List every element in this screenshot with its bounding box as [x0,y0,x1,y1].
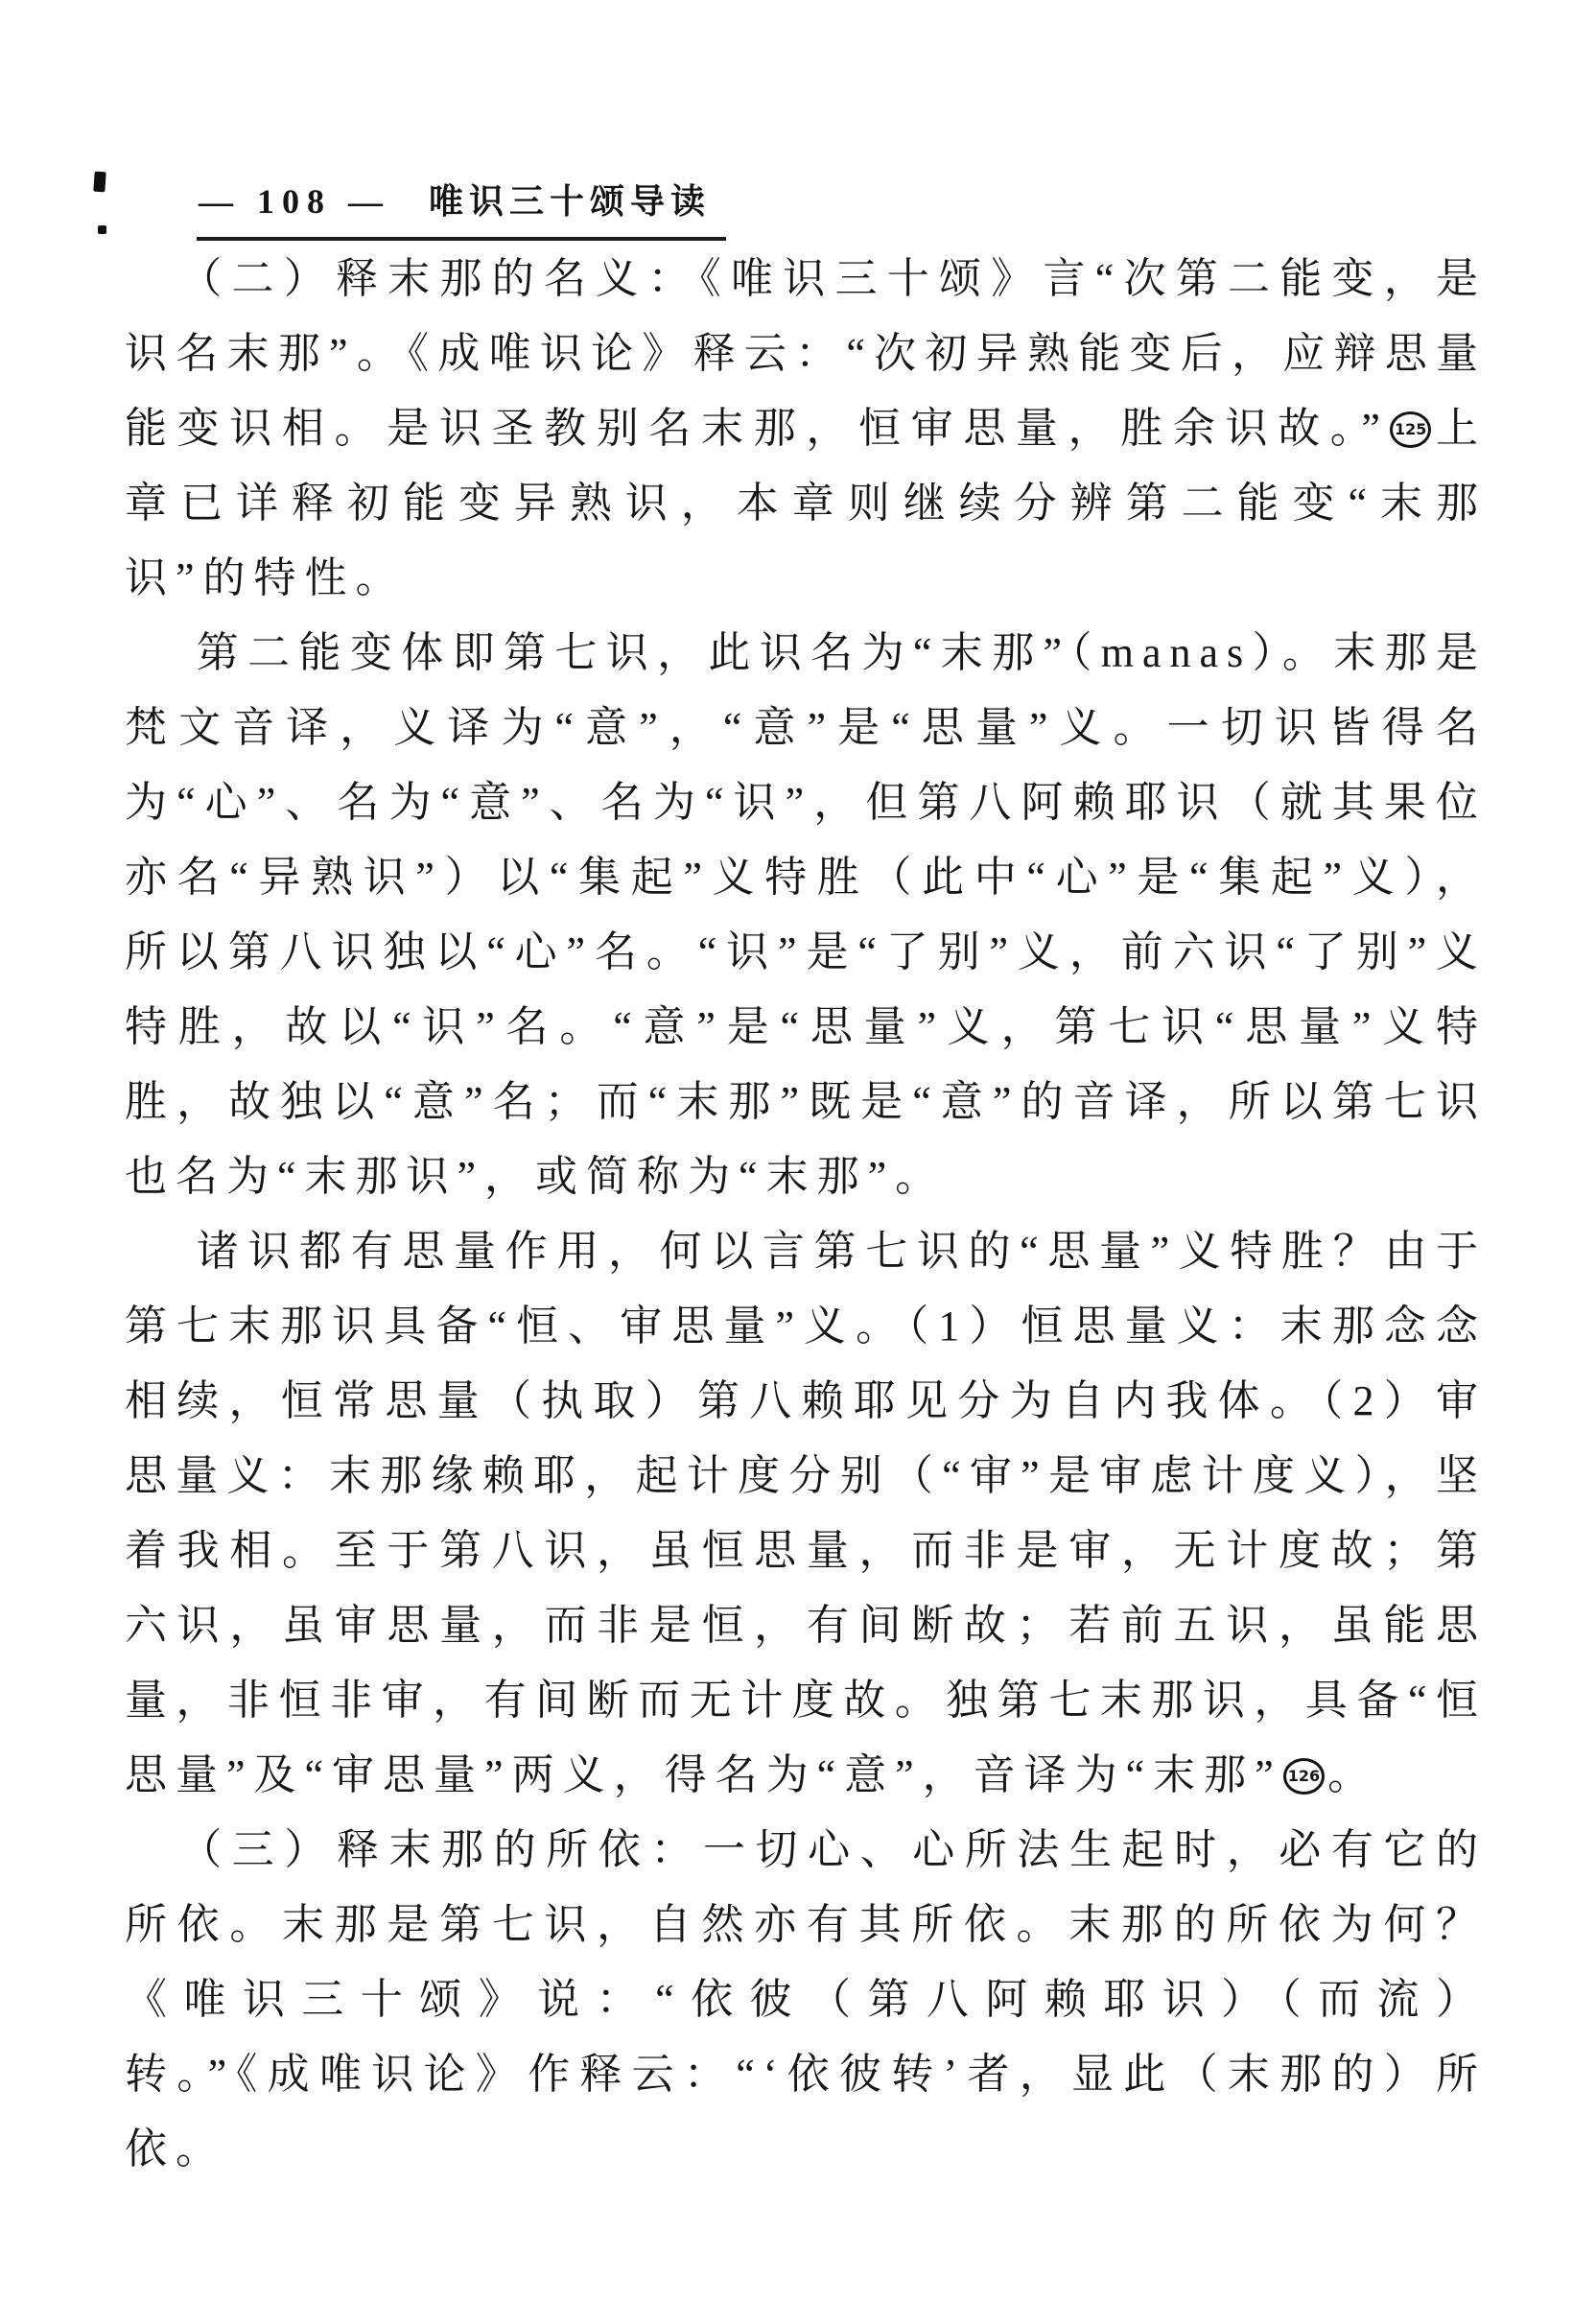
scan-speck [93,172,106,193]
paragraph-4-text: （三）释末那的所依：一切心、心所法生起时，必有它的所依。末那是第七识，自然亦有其所依。末那的所依为何？《唯识三十颂》说：“依彼（第八阿赖耶识）（而流）转。”《成唯识论》作释云：“‘依彼转’者，显此（末那的）所依。 [125,1826,1487,2172]
paragraph-1-continuation: 上章已详释初能变异熟识，本章则继续分辨第二能变“末那识”的特性。 [125,405,1488,601]
paragraph-3-continuation: 。 [1327,1751,1379,1798]
page-header [197,175,726,241]
paragraph-3-text: 诸识都有思量作用，何以言第七识的“思量”义特胜？由于第七末那识具备“恒、审思量”义。（1）恒思量义：末那念念相续，恒常思量（执取）第八赖耶见分为自内我体。（2）审思量义：末那缘赖耶，起计度分别（“审”是审虑计度义），坚着我相。至于第八识，虽恒思量，而非是审，无计度故；第六识，虽审思量，而非是恒，有间断故；若前五识，虽能思量，非恒非审，有间断而无计度故。独第七末那识，具备“恒思量”及“审思量”两义，得名为“意”，音译为“末那” [125,1228,1487,1798]
paragraph-1-text: （二）释末那的名义：《唯识三十颂》言“次第二能变，是识名末那”。《成唯识论》释云：“次初异熟能变后，应辩思量能变识相。是识圣教别名末那，恒审思量，胜余识故。” [125,255,1487,452]
paragraph-4 [125,1813,1487,2187]
paragraph-2-text: 第二能变体即第七识，此识名为“末那”（manas）。末那是梵文音译，义译为“意”，“意”是“思量”义。一切识皆得名为“心”、名为“意”、名为“识”，但第八阿赖耶识（就其果位亦名“异熟识”）以“集起”义特胜（此中“心”是“集起”义），所以第八识独以“心”名。“识”是“了别”义，前六识“了别”义特胜，故以“识”名。“意”是“思量”义，第七识“思量”义特胜，故独以“意”名；而“末那”既是“意”的音译，所以第七识也名为“末那识”，或简称为“末那”。 [125,629,1487,1200]
footnote-marker-126: 126 [1283,1758,1325,1795]
page-body [125,242,1487,2187]
page-number: — 108 — [199,182,390,221]
paragraph-1 [125,242,1487,616]
running-head-title: 唯识三十颂导读 [429,182,712,221]
scan-speck [98,225,106,234]
paragraph-2 [125,616,1487,1214]
paragraph-3 [125,1214,1487,1813]
footnote-marker-125: 125 [1390,411,1431,448]
